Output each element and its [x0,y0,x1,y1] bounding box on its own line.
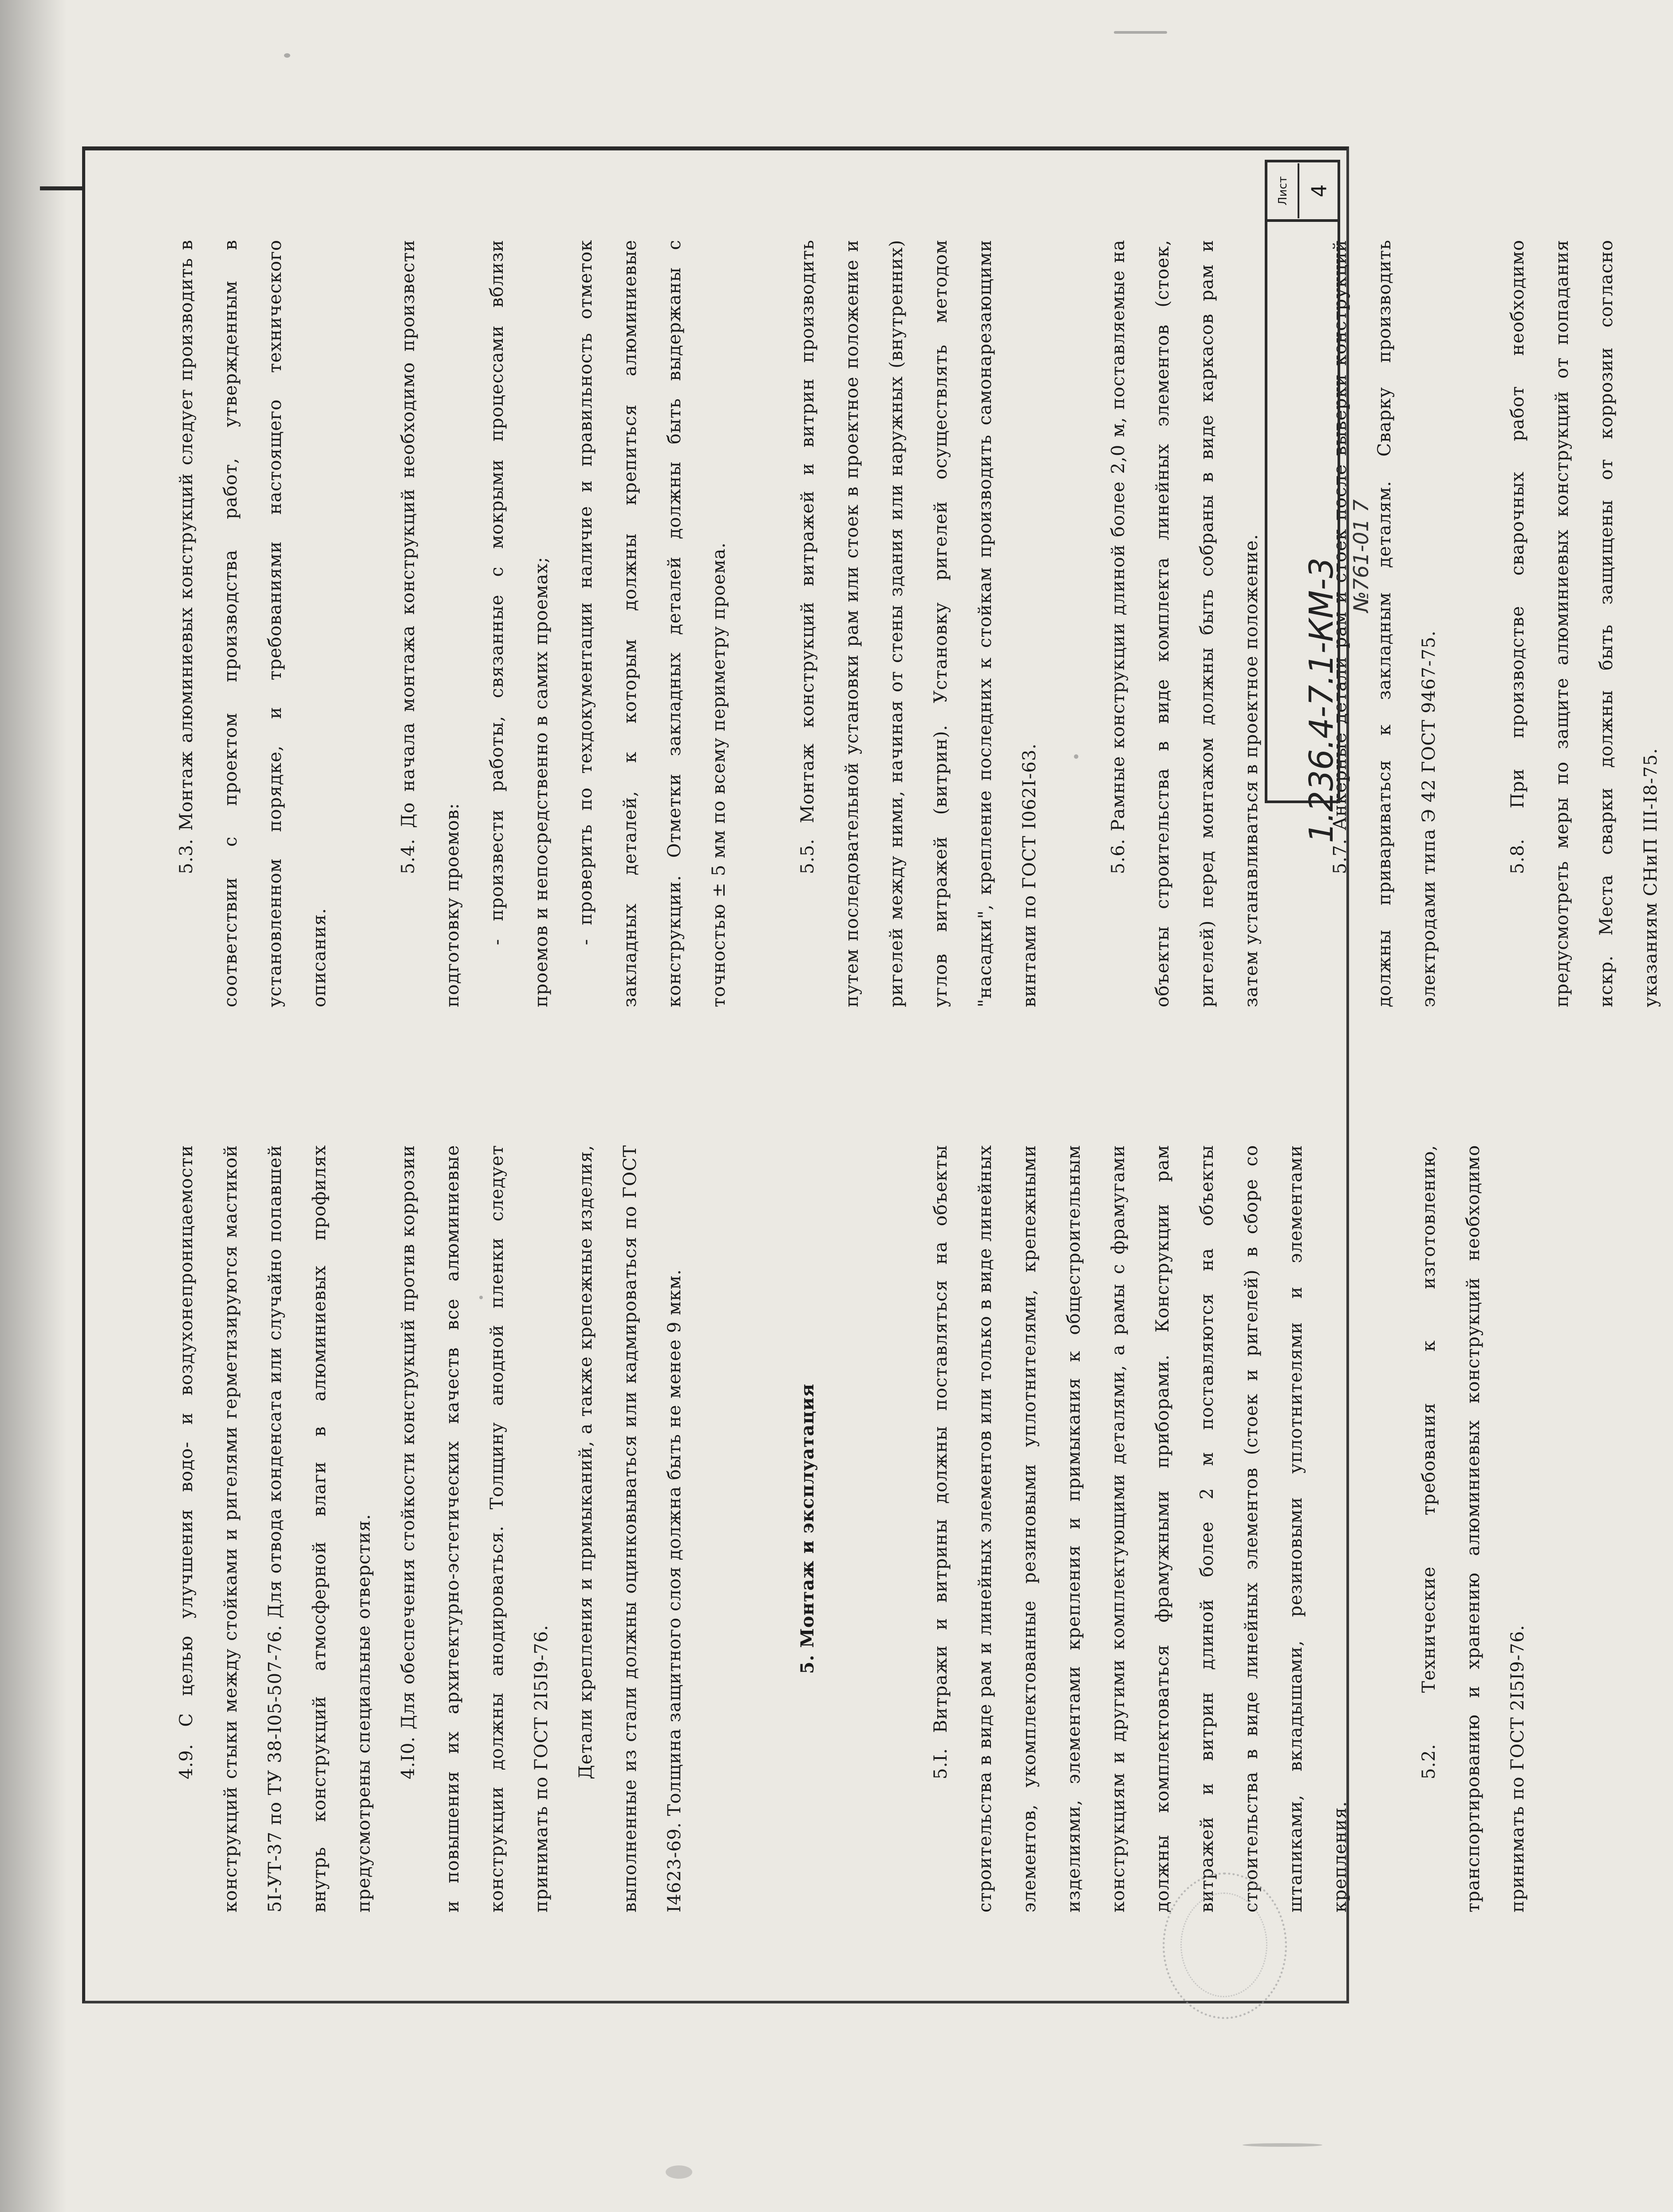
inventory-number: №761-01 7 [1349,499,1373,612]
sheet-label: Лист [1268,163,1299,218]
sheet-number: 4 [1307,184,1331,197]
section-heading-5: 5. Монтаж и эксплуатация [797,1383,818,1674]
clause-5-3: 5.3. Монтаж алюминиевых конструкций следует производить в соответствии с проектом производства работ, утвержденным в установленном порядке, и требованиями настоящего технического описания. [176,240,330,1007]
right-column [164,240,1673,1007]
scan-speck [1243,2143,1322,2147]
clause-5-4-item-2: - проверить по техдокументации наличие и правильность отметок закладных деталей, к которым должны крепиться алюминиевые конструкции. Отметки закладных деталей должны быть выдержаны с точностью ± 5 мм по всему периметру проема. [576,240,729,1007]
clause-4-9: 4.9. С целью улучшения водо- и воздухонепроницаемости конструкций стыки между стойками и ригелями герметизируются мастикой 5I-УТ-37 по ТУ 38-I05-507-76. Для отвода конденсата или случайно попавшей внутрь конструкций атмосферной влаги в алюминиевых профилях предусмотрены специальные отверстия. [176,1145,374,1912]
clause-5-5: 5.5. Монтаж конструкций витражей и витрин производить путем последовательной установки рам или стоек в проектное положение и ригелей между ними, начиная от стены здания или наружных (внутренних) углов витражей (витрин). Установку ригелей осуществлять методом "насадки", крепление последних к стойкам производить самонарезающими винтами по ГОСТ I062I-63. [797,240,1040,1007]
clause-5-2: 5.2. Технические требования к изготовлению, транспортированию и хранению алюминиевых конструкций необходимо принимать по ГОСТ 2I5I9-76. [1419,1145,1528,1912]
scan-shadow-left [0,0,67,2212]
scan-speck [666,2165,692,2179]
faded-seal-inner [1180,1893,1267,1997]
scan-speck [1114,31,1167,34]
clause-4-10-cont: Детали крепления и примыканий, а также крепежные изделия, выполненные из стали должны оцинковываться или кадмироваться по ГОСТ I4623-69. Толщина защитного слоя должна быть не менее 9 мкм. [576,1145,685,1912]
clause-5-6: 5.6. Рамные конструкции длиной более 2,0 м, поставляемые на объекты строительства в виде комплекта линейных элементов (стоек, ригелей) перед монтажом должны быть собраны в виде каркасов рам и затем устанавливаться в проектное положение. [1108,240,1262,1007]
clause-5-1: 5.I. Витражи и витрины должны поставляться на объекты строительства в виде рам и линейных элементов или только в виде линейных элементов, укомплектованные резиновыми уплотнителями, крепежными изделиями, элементами крепления и примыкания к общестроительным конструкциям и другими комплектующими деталями, а рамы с фрамугами должны комплектоваться фрамужными приборами. Конструкции рам витражей и витрин длиной более 2 м поставляются на объекты строительства в виде линейных элементов (стоек и ригелей) в сборе со штапиками, вкладышами, резиновыми уплотнителями и элементами крепления. [931,1145,1350,1912]
clause-5-4-item-1: - произвести работы, связанные с мокрыми процессами вблизи проемов и непосредственно в самих проемах; [487,240,552,1007]
scan-speck [284,53,290,58]
clause-5-4: 5.4. До начала монтажа конструкций необходимо произвести подготовку проемов: [398,240,463,1007]
frame-tick [40,186,82,190]
clause-5-8: 5.8. При производстве сварочных работ необходимо предусмотреть меры по защите алюминиевых конструкций от попадания искр. Места сварки должны быть защищены от коррозии согласно указаниям СНиП III-I8-75. [1507,240,1661,1007]
document-code: 1.236.4-7.1-КМ-3 [1302,557,1341,843]
left-column [164,1145,1540,1912]
clause-4-10: 4.I0. Для обеспечения стойкости конструкций против коррозии и повышения их архитектурно-эстетических качеств все алюминиевые конструкции должны анодироваться. Толщину анодной пленки следует принимать по ГОСТ 2I5I9-76. [398,1145,552,1912]
clause-5-7: 5.7. Анкерные детали рам и стоек после выверки конструкций должны привариваться к закладным деталям. Сварку производить электродами типа Э 42 ГОСТ 9467-75. [1330,240,1439,1007]
